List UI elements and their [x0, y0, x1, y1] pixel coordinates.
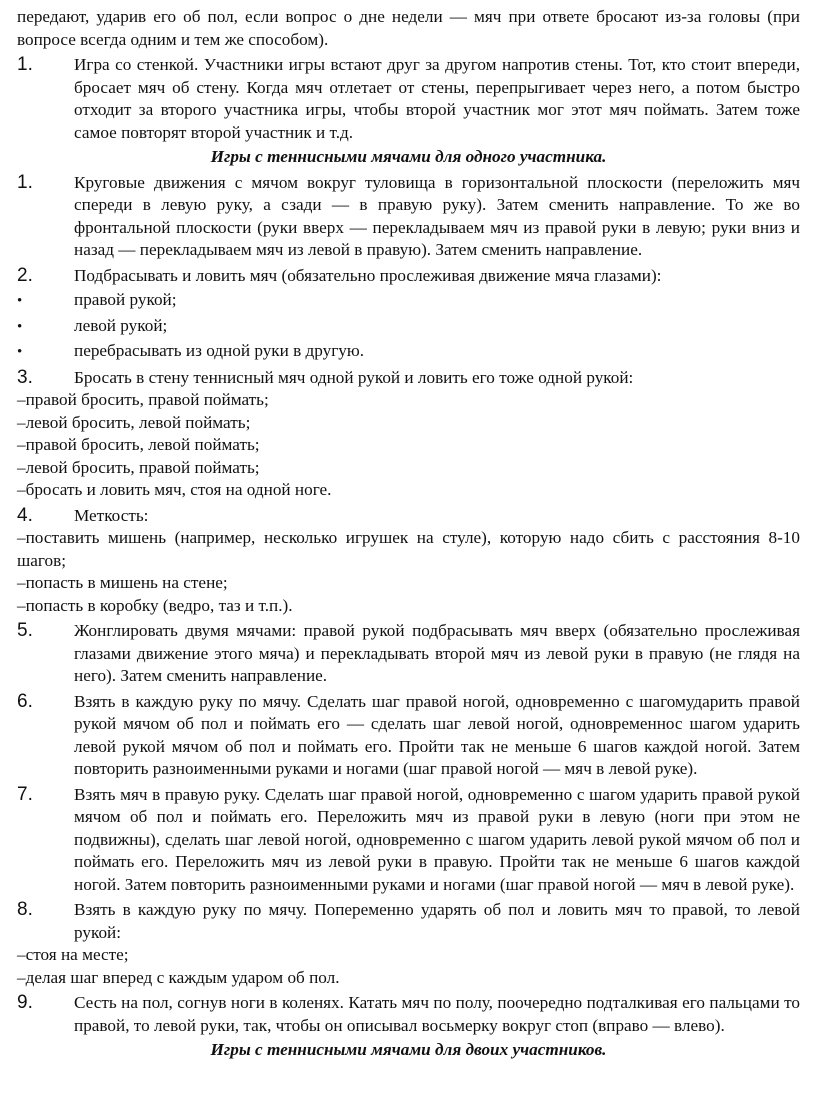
- item-number: 1.: [17, 171, 33, 193]
- list-item: [17, 784, 800, 897]
- list-item: [17, 265, 800, 288]
- list-item: [17, 691, 800, 781]
- list-item: [17, 620, 800, 688]
- dash-item: –попасть в мишень на стене;: [17, 573, 228, 592]
- item-text: Сесть на пол, согнув ноги в коленях. Катать мяч по полу, поочередно подталкивая его пальцами то правой, то левой руки, так, чтобы он описывал восьмерку вокруг стоп (вправо — влево).: [74, 993, 800, 1035]
- intro-paragraph: передают, ударив его об пол, если вопрос о дне недели — мяч при ответе бросают из-за головы (при вопросе всегда одним и тем же способом).: [17, 7, 800, 49]
- list-item: [17, 899, 800, 944]
- bullet-glyph: •: [17, 344, 23, 360]
- bullet-item: [17, 289, 800, 313]
- item-number: 4.: [17, 504, 33, 526]
- section-heading-pair: Игры с теннисными мячами для двоих участников.: [210, 1040, 607, 1059]
- item-text: Круговые движения с мячом вокруг туловища в горизонтальной плоскости (переложить мяч спереди в левую руку, а сзади — в правую руку). Затем сменить направление. То же во фронтальной плоскости (руки вверх — перекладываем мяч из правой руки в левую; руки вниз и назад — перекладываем мяч из левой в правую). Затем сменить направление.: [74, 172, 800, 259]
- list-item: [17, 992, 800, 1037]
- item-number: 3.: [17, 366, 33, 388]
- dash-item: –бросать и ловить мяч, стоя на одной ноге.: [17, 480, 332, 499]
- list-item: [17, 172, 800, 262]
- bullet-text: правой рукой;: [74, 290, 177, 309]
- section-heading-single: Игры с теннисными мячами для одного участника.: [210, 147, 607, 166]
- item-number: 6.: [17, 690, 33, 712]
- dash-item: –левой бросить, правой поймать;: [17, 457, 260, 477]
- item-text: Жонглировать двумя мячами: правой рукой подбрасывать мяч вверх (обязательно прослеживая глазами движение этого мяча) и перекладывать второй мяч из левой руки в правую (не глядя на него). Затем сменить направление.: [74, 621, 800, 685]
- list-item: [17, 367, 800, 390]
- item-number: 5.: [17, 620, 33, 641]
- dash-item: –делая шаг вперед с каждым ударом об пол.: [17, 967, 340, 987]
- item-number: 7.: [17, 783, 33, 805]
- bullet-glyph: •: [17, 293, 23, 309]
- bullet-text: перебрасывать из одной руки в другую.: [74, 341, 365, 360]
- item-text: Взять в каждую руку по мячу. Сделать шаг правой ногой, одновременно с шагомударить правой рукой мячом об пол и поймать его — сделать шаг левой ногой, одновременнос шагом ударить левой рукой мячом об пол и поймать его. Пройти так не меньше 6 шагов каждой ногой. Затем повторить разноименными руками и ногами (шаг правой ногой — мяч в левой руке).: [74, 691, 800, 778]
- bullet-item: [17, 315, 800, 339]
- item-text: Меткость:: [74, 505, 149, 525]
- bullet-glyph: •: [17, 318, 23, 335]
- item-number: 9.: [17, 992, 33, 1013]
- item-text: Взять мяч в правую руку. Сделать шаг правой ногой, одновременно с шагом ударить правой рукой мячом об пол и поймать его. Переложить мяч из правой руки в левую (ноги при этом не подвижны), сделать шаг левой ногой, одновременно с шагом ударить левой рукой мячом об пол и поймать его. Переложить мяч из левой руки в правую. Пройти так не меньше 6 шагов каждой ногой. Затем повторить разноименными руками и ногами (шаг правой ногой — мяч в левой руке).: [74, 784, 800, 894]
- dash-item: –правой бросить, левой поймать;: [17, 435, 260, 454]
- item-text: Взять в каждую руку по мячу. Попеременно ударять об пол и ловить мяч то правой, то левой рукой:: [74, 900, 800, 942]
- dash-item: –стоя на месте;: [17, 945, 129, 964]
- list-item: [17, 505, 800, 528]
- item-text: Подбрасывать и ловить мяч (обязательно прослеживая движение мяча глазами):: [74, 265, 662, 285]
- item-number: 2.: [17, 264, 33, 286]
- list-item: [17, 54, 800, 144]
- item-number: 1.: [17, 54, 33, 75]
- dash-item: –поставить мишень (например, несколько игрушек на стуле), которую надо сбить с расстояния 8-10 шагов;: [17, 528, 800, 570]
- item-number: 8.: [17, 899, 33, 920]
- bullet-text: левой рукой;: [74, 315, 168, 335]
- dash-item: –правой бросить, правой поймать;: [17, 390, 269, 409]
- dash-item: –попасть в коробку (ведро, таз и т.п.).: [17, 595, 293, 615]
- item-text: Бросать в стену теннисный мяч одной рукой и ловить его тоже одной рукой:: [74, 367, 634, 387]
- bullet-item: [17, 340, 800, 364]
- dash-item: –левой бросить, левой поймать;: [17, 412, 251, 432]
- item-text: Игра со стенкой. Участники игры встают друг за другом напротив стены. Тот, кто стоит впереди, бросает мяч об стену. Когда мяч отлетает от стены, перепрыгивает через него, а потом быстро отходит за второго участника игры, чтобы второй участник мог этот мяч поймать. Затем тоже самое повторят второй участник и т.д.: [74, 55, 800, 142]
